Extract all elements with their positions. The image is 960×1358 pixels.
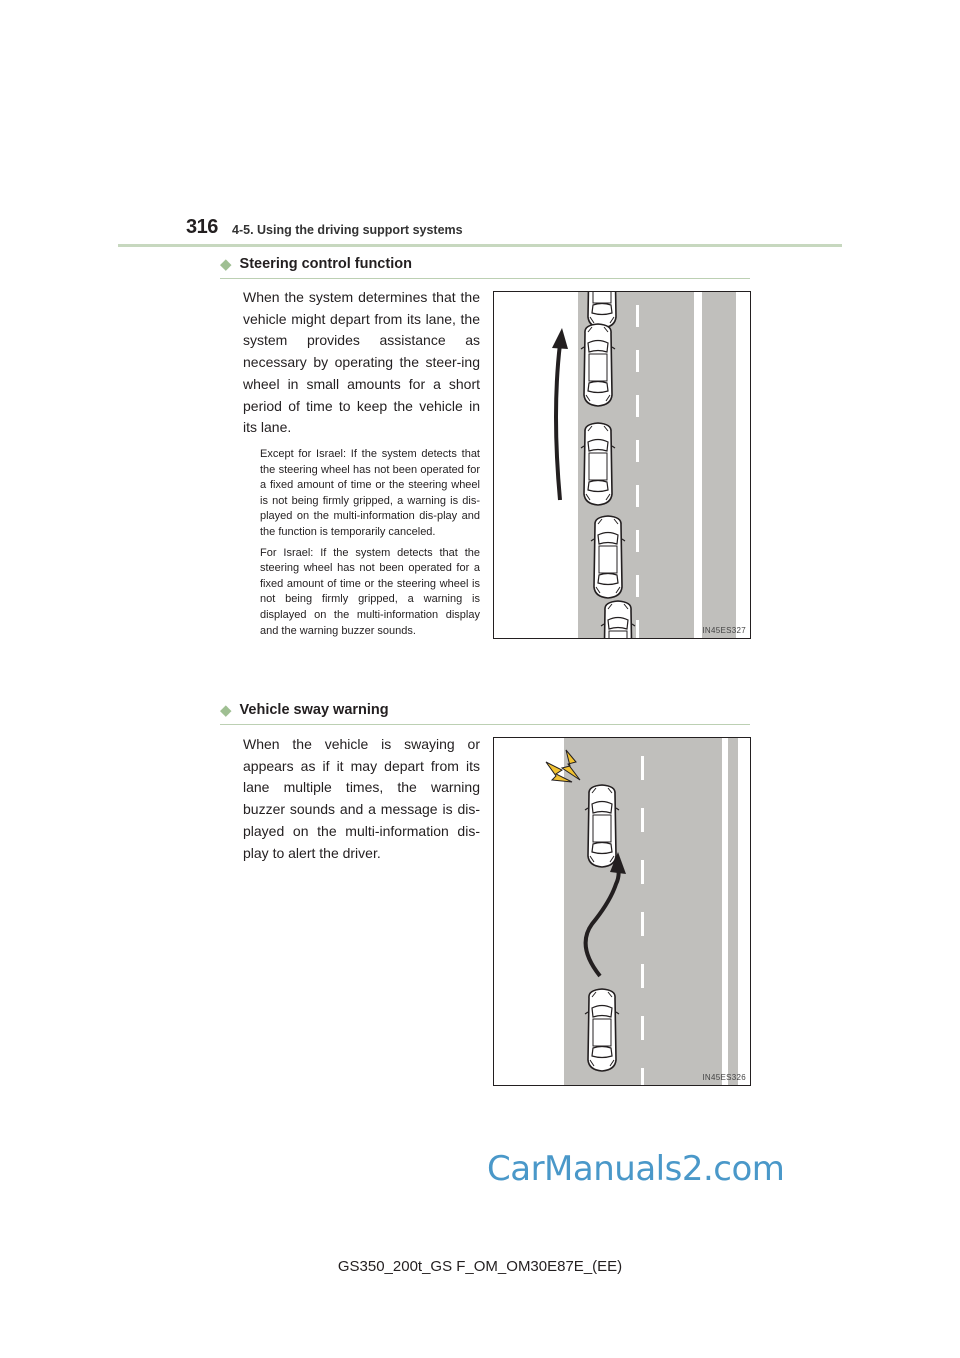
chapter-title: 4-5. Using the driving support systems <box>232 223 463 237</box>
note-israel: For Israel: If the system detects that the steering wheel has not been operated for a fixed amount of time or the steering wheel is not being firmly gripped, a warning is displayed on the multi-information display and the warning buzzer sounds. <box>260 546 480 637</box>
steering-control-notes <box>260 447 480 644</box>
note-except-israel: Except for Israel: If the system detects that the steering wheel has not been operated for a fixed amount of time or the steering wheel is not being firmly gripped, a warning is dis-played on the multi-information dis-play and the function is temporarily canceled. <box>260 448 480 538</box>
diamond-bullet-icon: ◆ <box>220 701 232 719</box>
figure-code: IN45ES326 <box>702 1073 746 1082</box>
page-number: 316 <box>186 216 218 238</box>
section-rule <box>220 724 750 725</box>
header-rule <box>118 244 842 247</box>
section-title-vehicle-sway <box>220 702 389 718</box>
section-title-text: Vehicle sway warning <box>239 702 389 718</box>
steering-control-figure <box>493 291 751 639</box>
watermark-logo: CarManuals2.com <box>487 1149 785 1189</box>
vehicle-sway-body: When the vehicle is swaying or appears as if it may depart from its lane multiple times, the warning buzzer sounds and a message is dis-played on the multi-information dis-play to alert the driver. <box>243 736 480 861</box>
section-title-text: Steering control function <box>239 256 412 272</box>
figure-code: IN45ES327 <box>702 626 746 635</box>
steering-control-body: When the system determines that the vehicle might depart from its lane, the system provides assistance as necessary by operating the steer-ing wheel in small amounts for a short period of time to keep the vehicle in its lane. <box>243 289 480 436</box>
section-rule <box>220 278 750 279</box>
vehicle-sway-figure <box>493 737 751 1086</box>
footer-manual-code: GS350_200t_GS F_OM_OM30E87E_(EE) <box>337 1258 623 1275</box>
diamond-bullet-icon: ◆ <box>220 255 232 273</box>
section-title-steering-control <box>220 256 412 272</box>
